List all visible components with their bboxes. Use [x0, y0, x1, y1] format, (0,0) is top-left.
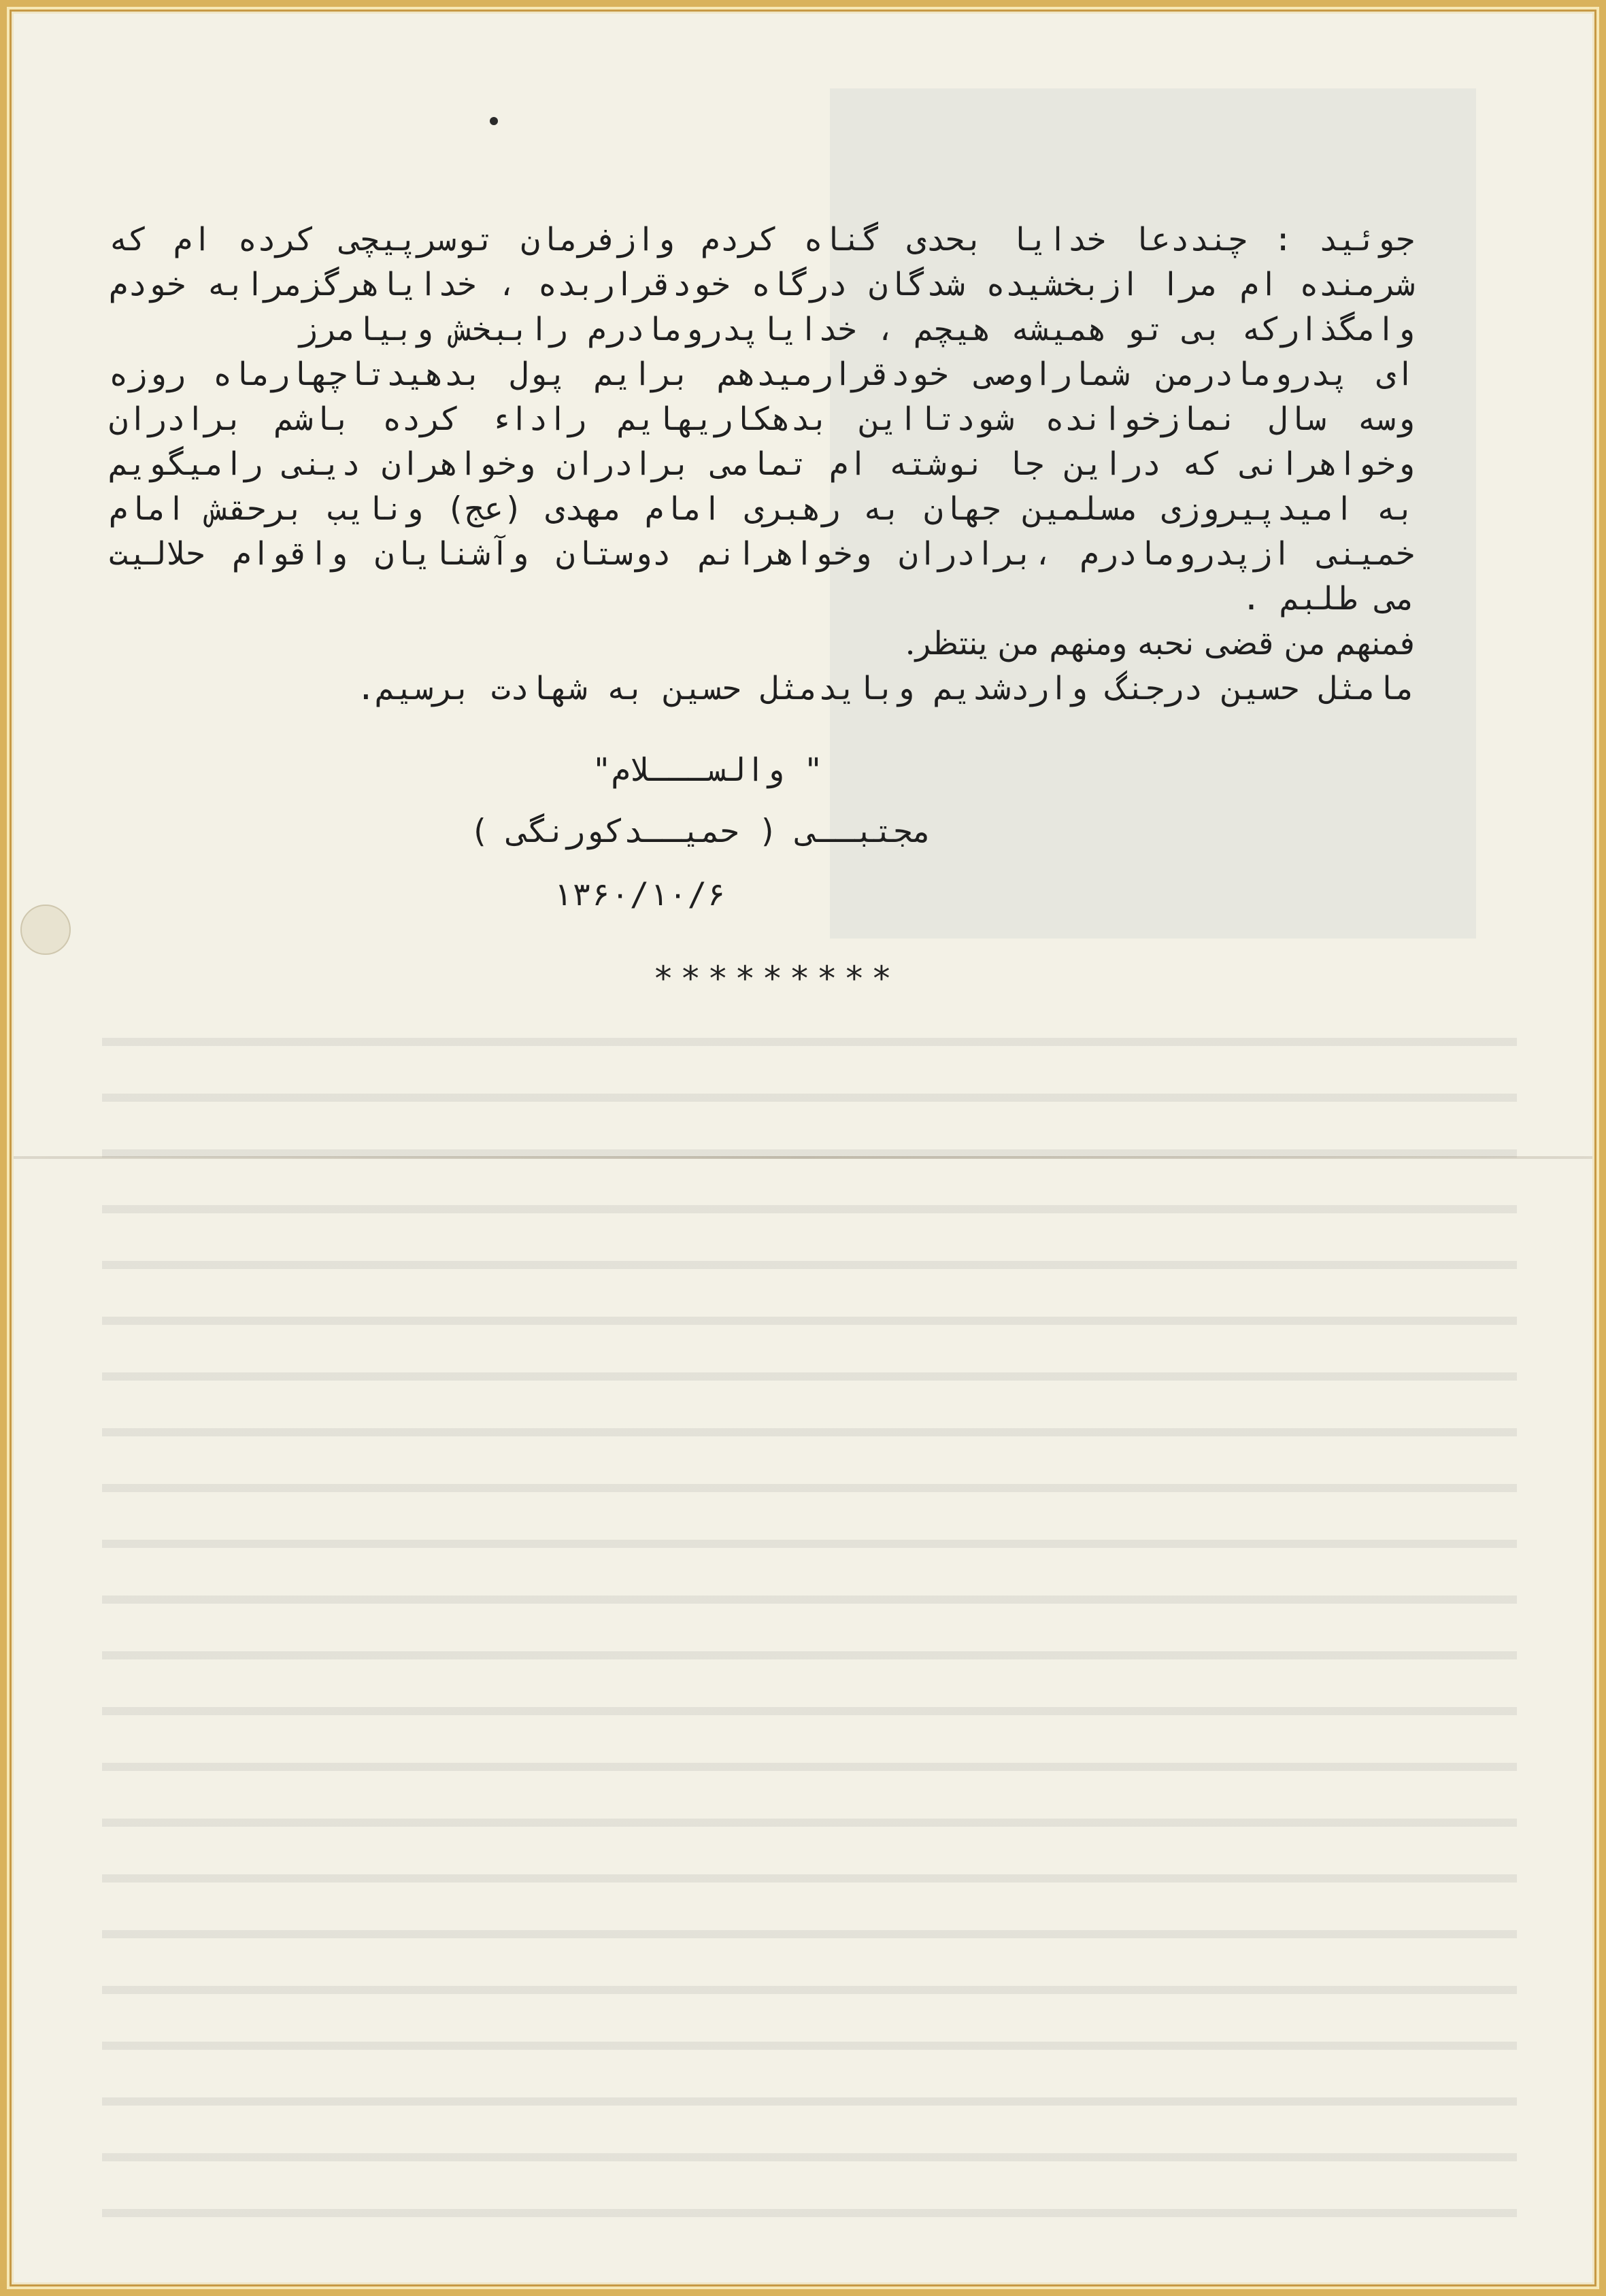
paragraph-3: مامثل حسین درجنگ واردشدیم وبایدمثل حسین به شهادت برسیم.	[356, 670, 1415, 707]
paragraph-1: جوئید : چنددعا خدایا بحدی گناه کردم وازفرمان توسرپیچی کرده ام که شرمنده ام مرا ازبخشیده شدگان درگاه خودقراربده ، خدایاهرگزمرابه خودم وامگذارکه بی تو همیشه هیچم ، خدایاپدرومادرم راببخش وبیامرز	[109, 221, 1415, 348]
document-page	[14, 14, 1592, 2282]
ink-dot	[490, 117, 498, 125]
paper-fold	[14, 1156, 1592, 1159]
closing-salam: " والســـلام"	[592, 752, 823, 789]
separator-stars: *********	[653, 959, 899, 998]
letter-body	[109, 218, 1415, 711]
signature: مجتبــی ( حمیــدکورنگی )	[469, 813, 932, 850]
bleed-through-text	[102, 1007, 1517, 2231]
quran-quote: فمنهم من قضی نحبه ومنهم من ینتظر.	[905, 625, 1415, 662]
paragraph-2: ای پدرومادرمن شماراوصی خودقرارمیدهم برایم پول بدهیدتاچهارماه روزه وسه سال نمازخوانده شودتااین بدهکاریهایم راداء کرده باشم برادران وخواهرانی که دراین جا نوشته ام تمامی برادران وخواهران دینی رامیگویم به امیدپیروزی مسلمین جهان به رهبری امام مهدی (عج) ونایب برحقش امام خمینی ازپدرومادرم ،برادران وخواهرانم دوستان وآشنایان واقوام حلالیت می طلبم .	[109, 356, 1415, 618]
date: ۱۳۶۰/۱۰/۶	[552, 876, 726, 913]
punch-hole	[20, 905, 71, 955]
